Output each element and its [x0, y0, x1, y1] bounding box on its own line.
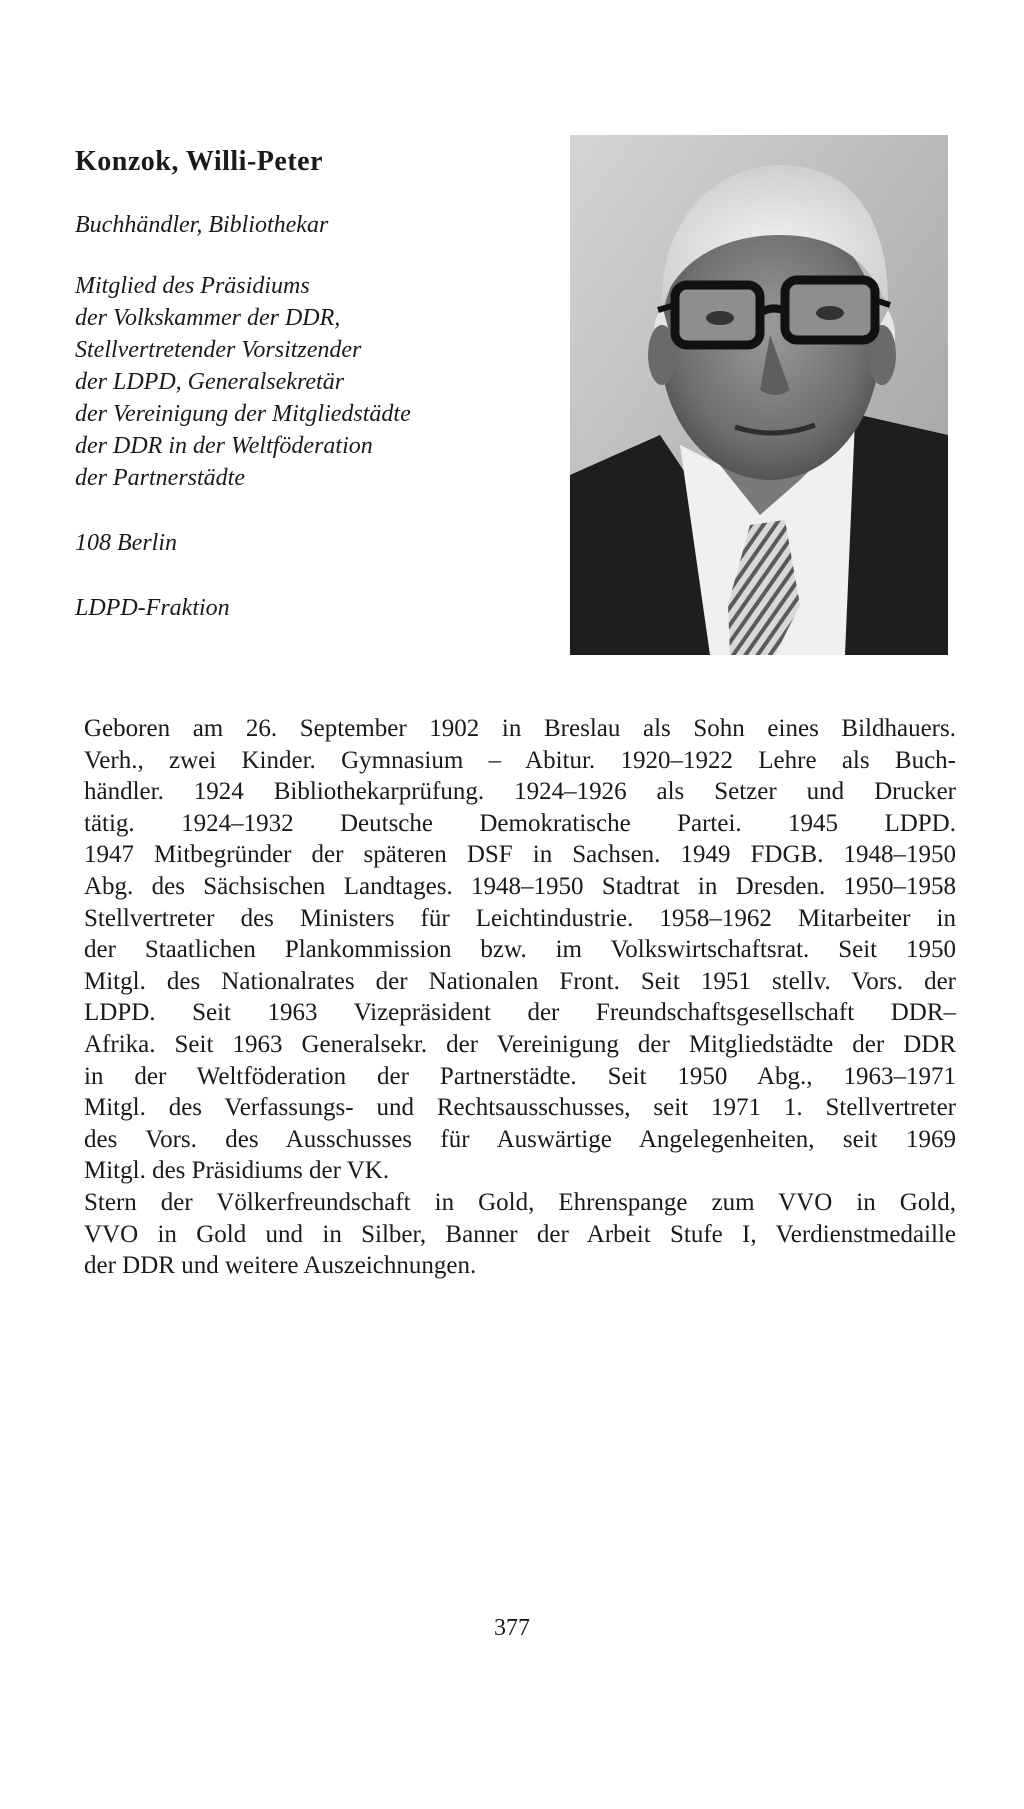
biography-line: der Staatlichen Plankommission bzw. im Volkswirtschaftsrat. Seit 1950	[84, 936, 956, 964]
profession: Buchhändler, Bibliothekar	[75, 212, 329, 238]
biography-line: Abg. des Sächsischen Landtages. 1948–1950 Stadtrat in Dresden. 1950–1958	[84, 872, 956, 900]
biography-line: Mitgl. des Verfassungs- und Rechtsausschusses, seit 1971 1. Stellvertreter	[84, 1094, 956, 1122]
location: 108 Berlin	[75, 530, 177, 556]
page-number: 377	[494, 1615, 530, 1641]
biography-line: Verh., zwei Kinder. Gymnasium – Abitur. 1920–1922 Lehre als Buch-	[84, 746, 956, 774]
functions-list	[75, 270, 411, 494]
biography-line: Mitgl. des Präsidiums der VK.	[84, 1157, 390, 1185]
function-line: der Volkskammer der DDR,	[75, 305, 341, 331]
awards-paragraph	[84, 1187, 956, 1282]
biography-line: Mitgl. des Nationalrates der Nationalen Front. Seit 1951 stellv. Vors. der	[84, 967, 956, 995]
function-line: Mitglied des Präsidiums	[75, 273, 310, 299]
awards-line: VVO in Gold und in Silber, Banner der Arbeit Stufe I, Verdienstmedaille	[84, 1220, 956, 1248]
awards-line: der DDR und weitere Auszeichnungen.	[84, 1252, 477, 1280]
biography-line: Stellvertreter des Ministers für Leichtindustrie. 1958–1962 Mitarbeiter in	[84, 904, 956, 932]
biography-line: händler. 1924 Bibliothekarprüfung. 1924–1926 als Setzer und Drucker	[84, 778, 956, 806]
biography-line: tätig. 1924–1932 Deutsche Demokratische Partei. 1945 LDPD.	[84, 809, 956, 837]
portrait-illustration	[570, 135, 948, 655]
biography-line: LDPD. Seit 1963 Vizepräsident der Freundschaftsgesellschaft DDR–	[84, 999, 956, 1027]
biography-line: Geboren am 26. September 1902 in Breslau als Sohn eines Bildhauers.	[84, 715, 956, 742]
biography-line: in der Weltföderation der Partnerstädte. Seit 1950 Abg., 1963–1971	[84, 1062, 956, 1090]
biography	[84, 713, 956, 1282]
function-line: der LDPD, Generalsekretär	[75, 369, 345, 395]
function-line: Stellvertretender Vorsitzender	[75, 337, 362, 363]
portrait-photo	[570, 135, 948, 655]
function-line: der Partnerstädte	[75, 465, 245, 491]
faction: LDPD-Fraktion	[75, 595, 230, 621]
function-line: der DDR in der Weltföderation	[75, 433, 373, 459]
function-line: der Vereinigung der Mitgliedstädte	[75, 401, 411, 427]
biography-line: Afrika. Seit 1963 Generalsekr. der Vereinigung der Mitgliedstädte der DDR	[84, 1030, 956, 1058]
biography-line: des Vors. des Ausschusses für Auswärtige Angelegenheiten, seit 1969	[84, 1125, 956, 1153]
biography-line: 1947 Mitbegründer der späteren DSF in Sachsen. 1949 FDGB. 1948–1950	[84, 841, 956, 869]
person-name: Konzok, Willi-Peter	[75, 146, 323, 177]
biography-paragraph	[84, 713, 956, 1187]
awards-line: Stern der Völkerfreundschaft in Gold, Ehrenspange zum VVO in Gold,	[84, 1188, 956, 1216]
